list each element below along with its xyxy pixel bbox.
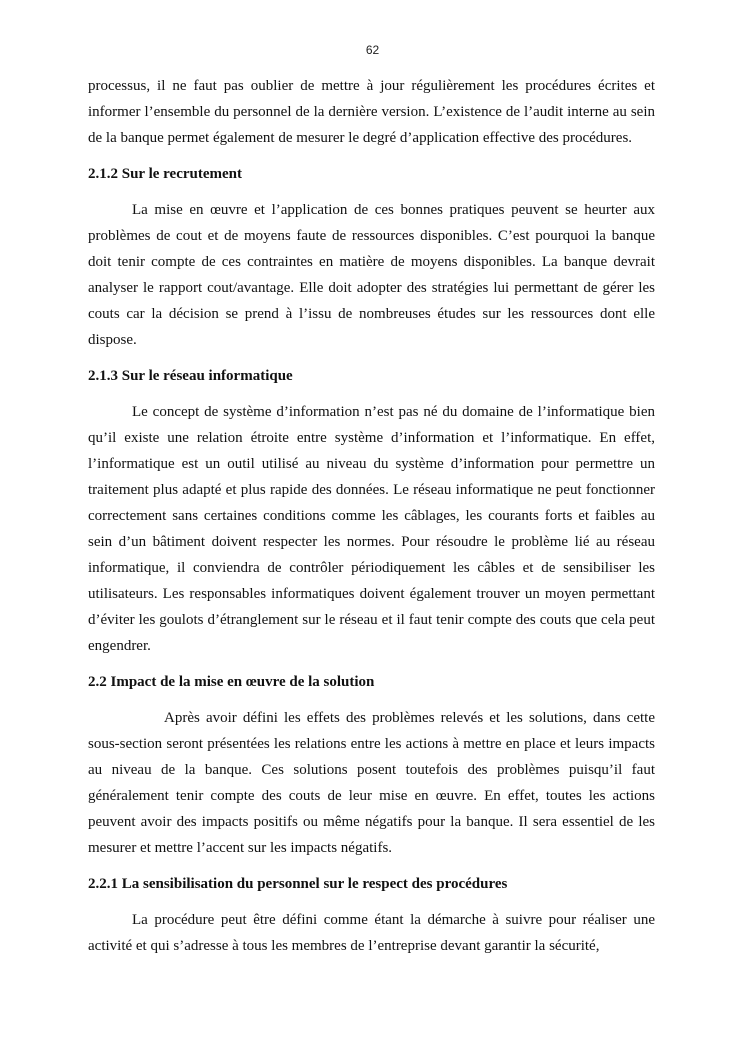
section-paragraph-2-1-2: La mise en œuvre et l’application de ces bonnes pratiques peuvent se heurter aux problèmes de cout et de moyens faute de ressources disponibles. C’est pourquoi la banque doit tenir compte de ces contraintes en matière de moyens disponibles. La banque devrait analyser le rapport cout/avantage. Elle doit adopter des stratégies lui permettant de gérer les couts car la décision se prend à l’issu de nombreuses études sur les ressources dont elle dispose. — [88, 202, 655, 348]
document-body — [88, 73, 655, 959]
section-paragraph-2-1-3: Le concept de système d’information n’est pas né du domaine de l’informatique bien qu’il existe une relation étroite entre système d’information et l’informatique. En effet, l’informatique est un outil utilisé au niveau du système d’information pour permettre un traitement plus adapté et plus rapide des données. Le réseau informatique ne peut fonctionner correctement sans certaines conditions comme les câblages, les courants forts et faibles au sein d’un bâtiment doivent respecter les normes. Pour résoudre le problème lié au réseau informatique, il conviendra de contrôler périodiquement les câbles et de sensibiliser les utilisateurs. Les responsables informatiques doivent également trouver un moyen permettant d’éviter les goulots d’étranglement sur le réseau et il faut tenir compte des couts que cela peut engendrer. — [88, 404, 655, 654]
intro-paragraph: processus, il ne faut pas oublier de mettre à jour régulièrement les procédures écrites et informer l’ensemble du personnel de la dernière version. L’existence de l’audit interne au sein de la banque permet également de mesurer le degré d’application effective des procédures. — [88, 78, 655, 146]
section-paragraph-2-2-1: La procédure peut être défini comme étant la démarche à suivre pour réaliser une activité et qui s’adresse à tous les membres de l’entreprise devant garantir la sécurité, — [88, 912, 655, 954]
section-heading-2-2: 2.2 Impact de la mise en œuvre de la solution — [88, 674, 375, 690]
section-paragraph-2-2: Après avoir défini les effets des problèmes relevés et les solutions, dans cette sous-section seront présentées les relations entre les actions à mettre en place et leurs impacts au niveau de la banque. Ces solutions posent toutefois des problèmes puisqu’il faut généralement tenir compte des couts de leur mise en œuvre. En effet, toutes les actions peuvent avoir des impacts positifs ou même négatifs pour la banque. Il sera essentiel de les mesurer et mettre l’accent sur les impacts négatifs. — [88, 710, 655, 856]
section-heading-2-1-3: 2.1.3 Sur le réseau informatique — [88, 368, 293, 384]
page-number: 62 — [365, 43, 380, 57]
section-heading-2-1-2: 2.1.2 Sur le recrutement — [88, 166, 242, 182]
section-heading-2-2-1: 2.2.1 La sensibilisation du personnel sur le respect des procédures — [88, 876, 508, 892]
